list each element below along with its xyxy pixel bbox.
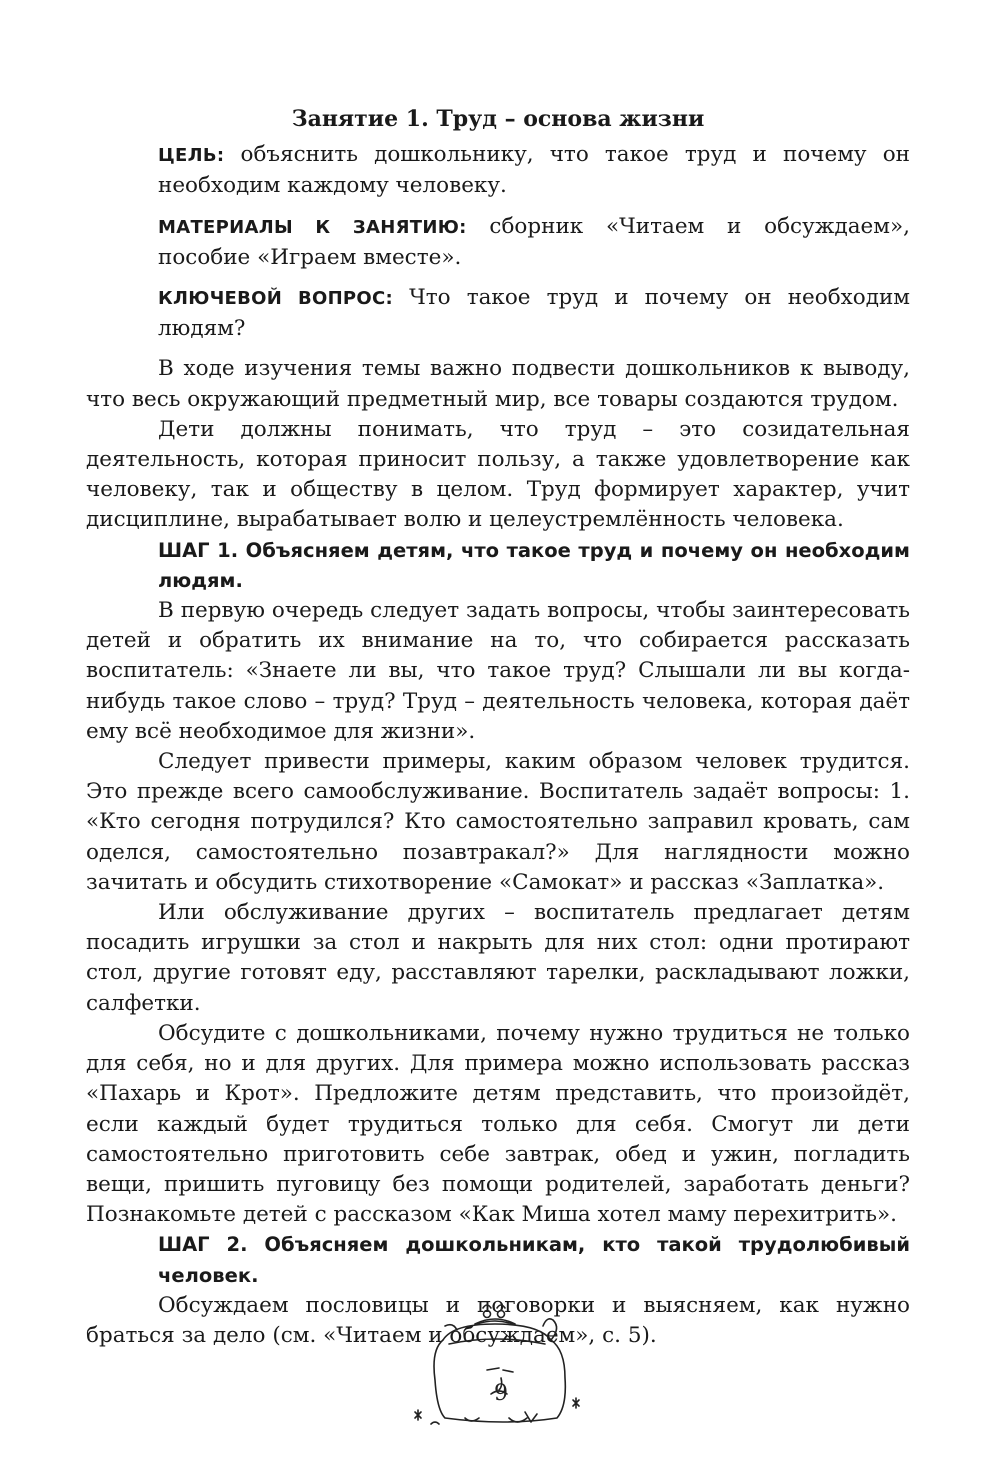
key-question-label: КЛЮЧЕВОЙ ВОПРОС: [158,288,394,310]
goal-label: ЦЕЛЬ: [158,145,225,167]
materials-line [86,212,910,273]
step2-paragraph: Обсуждаем пословицы и поговорки и выясняем, как нужно браться за дело (см. «Читаем и обсуждаем», с. 5). [86,1292,910,1348]
key-question-text: Что такое труд и почему он необходим людям? [158,285,911,342]
step1-heading: ШАГ 1. Объясняем детям, что такое труд и почему он необходим людям. [158,538,910,592]
step1-paragraph: Обсудите с дошкольниками, почему нужно трудиться не только для себя, но и для других. Для примера можно использовать рассказ «Пахарь и Крот». Предложите детям представить, что произойдёт, если каждый будет трудиться только для себя. Смогут ли дети самостоятельно приготовить себе завтрак, обед и ужин, погладить вещи, пришить пуговицу без помощи родителей, заработать деньги? Познакомьте детей с рассказом «Как Миша хотел маму перехитрить». [86,1020,910,1228]
materials-text: сборник «Читаем и обсуждаем», пособие «Играем вместе». [158,213,910,270]
page-content [86,104,910,1351]
key-question-line [86,283,910,344]
page-number: 9 [494,1381,508,1406]
step1-paragraph: Следует привести примеры, каким образом человек трудится. Это прежде всего самообслуживание. Воспитатель задаёт вопросы: 1. «Кто сегодня потрудился? Кто самостоятельно заправил кровать, сам оделся, самостоятельно позавтракал?» Для наглядности можно зачитать и обсудить стихотворение «Самокат» и рассказ «Заплатка». [86,749,910,895]
goal-text: объяснить дошкольнику, что такое труд и почему он необходим каждому человеку. [158,142,910,199]
step2-heading: ШАГ 2. Объясняем дошкольникам, кто такой трудолюбивый человек. [158,1233,910,1287]
step1-paragraph: В первую очередь следует задать вопросы, чтобы заинтересовать детей и обратить их внимание на то, что собирается рассказать воспитатель: «Знаете ли вы, что такое труд? Слышали ли вы когда-нибудь такое слово – труд? Труд – деятельность человека, которая даёт ему всё необходимое для жизни». [86,598,910,744]
purse-illustration [405,1300,595,1432]
intro-paragraph: В ходе изучения темы важно подвести дошкольников к выводу, что весь окружающий предметный мир, все товары создаются трудом. [86,356,910,412]
intro-paragraph: Дети должны понимать, что труд – это созидательная деятельность, которая приносит пользу, а также удовлетворение как человеку, так и обществу в целом. Труд формирует характер, учит дисциплине, вырабатывает волю и целеустремлённость человека. [86,416,910,533]
step1-paragraph: Или обслуживание других – воспитатель предлагает детям посадить игрушки за стол и накрыть для них стол: одни протирают стол, другие готовят еду, расставляют тарелки, раскладывают ложки, салфетки. [86,900,910,1016]
purse-drawing-icon [405,1300,595,1432]
goal-line [86,140,910,201]
lesson-title: Занятие 1. Труд – основа жизни [291,106,705,132]
materials-label: МАТЕРИАЛЫ К ЗАНЯТИЮ: [158,216,467,238]
